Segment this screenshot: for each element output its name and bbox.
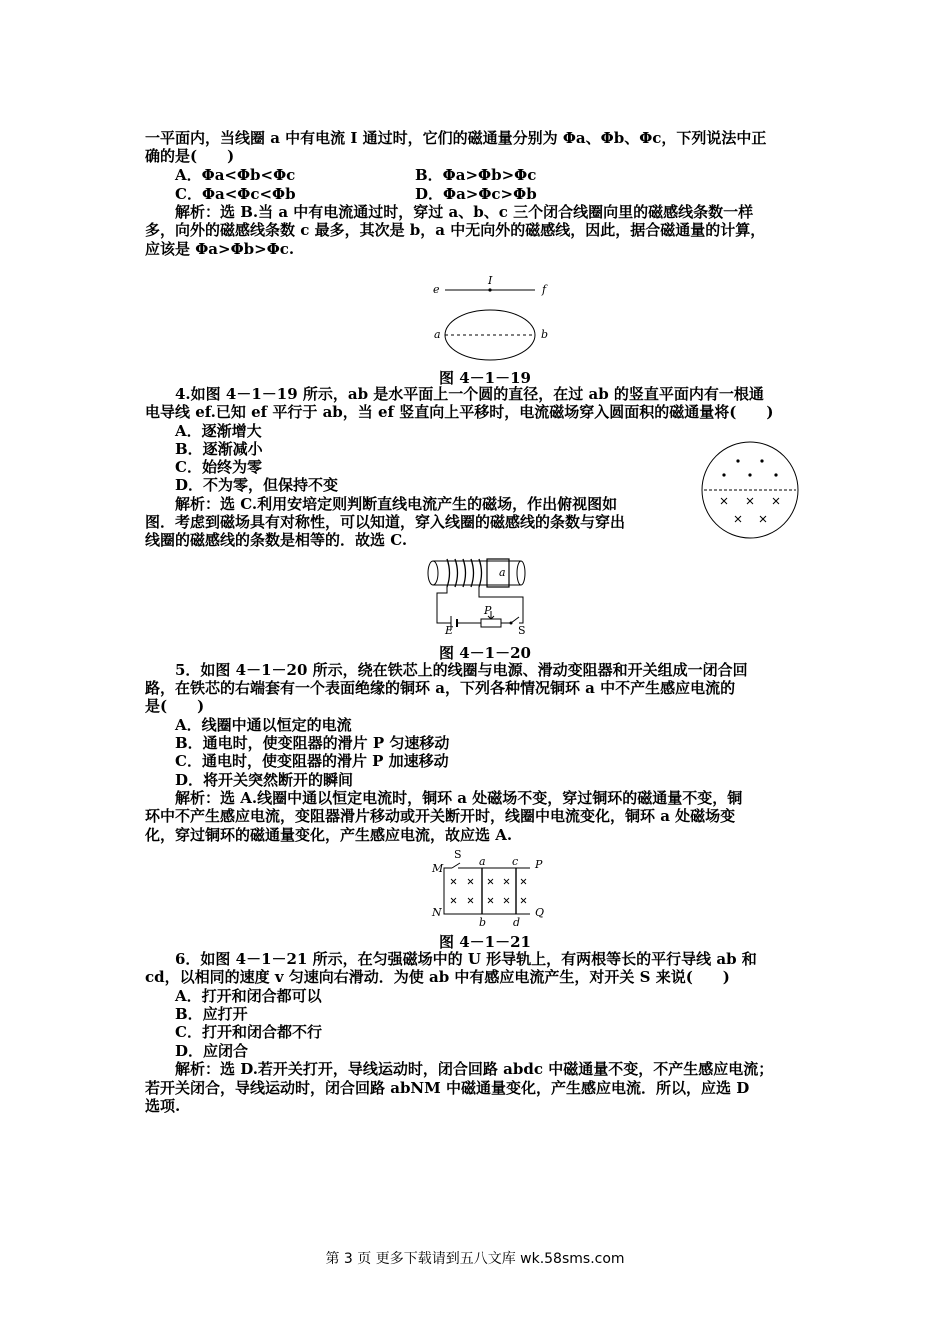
q6-stem-line-1: 6．如图 4－1－21 所示，在匀强磁场中的 U 形导轨上，有两根等长的平行导线 ab 和: [175, 950, 757, 968]
q3-analysis-line-1: 解析：选 B.当 a 中有电流通过时，穿过 a、b、c 三个闭合线圈向里的磁感线条数一样: [175, 203, 754, 221]
q4-option-b: B．逐渐减小: [175, 440, 263, 458]
q5-analysis-line-2: 环中不产生感应电流，变阻器滑片移动或开关断开时，线圈中电流变化，铜环 a 处磁场变: [145, 807, 736, 825]
fig21-label-q: Q: [535, 906, 545, 919]
cross-in-marks: [721, 498, 779, 522]
copper-ring-a: [487, 559, 509, 587]
rheostat: [481, 619, 501, 627]
fig21-label-p: P: [535, 858, 543, 871]
page-footer: 第 3 页 更多下载请到五八文库 wk.58sms.com: [325, 1251, 625, 1267]
fig19-label-f: f: [542, 283, 547, 296]
fig19-label-e: e: [433, 283, 440, 296]
q6-option-c: C．打开和闭合都不行: [175, 1023, 322, 1041]
q4-top-view-figure: [700, 440, 800, 540]
q4-option-a: A．逐渐增大: [175, 422, 262, 440]
q3-intro-line-2: 确的是( ): [145, 147, 235, 165]
figure-4-1-20: [425, 553, 535, 635]
fig21-label-b: b: [479, 916, 487, 929]
fig20-label-a: a: [499, 566, 506, 579]
q5-option-a: A．线圈中通以恒定的电流: [175, 716, 352, 734]
q4-stem-line-2: 电导线 ef.已知 ef 平行于 ab，当 ef 竖直向上平移时，电流磁场穿入圆面积的磁通量将( ): [145, 403, 774, 421]
switch-s: [511, 617, 519, 623]
q3-analysis-line-3: 应该是 Φa>Φb>Φc.: [145, 240, 295, 258]
dot-out: [736, 459, 739, 462]
fig21-label-d: d: [513, 916, 521, 929]
q6-option-a: A．打开和闭合都可以: [175, 987, 322, 1005]
fig20-label-s: S: [518, 624, 526, 637]
q3-option-a: A．Φa<Φb<Φc: [175, 166, 296, 184]
figure-4-1-19: [425, 278, 555, 368]
u-rail: [444, 868, 530, 914]
fig20-label-p: P: [484, 604, 492, 617]
figure-4-1-21: [430, 850, 550, 930]
q5-option-c: C．通电时，使变阻器的滑片 P 加速移动: [175, 752, 449, 770]
fig20-label-e: E: [445, 624, 454, 637]
dot-out: [722, 473, 725, 476]
q4-analysis-line-1: 解析：选 C.利用安培定则判断直线电流产生的磁场，作出俯视图如: [175, 495, 618, 513]
fig21-label-m: M: [432, 862, 444, 875]
q5-stem-line-1: 5．如图 4－1－20 所示，绕在铁芯上的线圈与电源、滑动变阻器和开关组成一闭合回: [175, 661, 748, 679]
q5-stem-line-2: 路，在铁芯的右端套有一个表面绝缘的铜环 a，下列各种情况铜环 a 中不产生感应电流的: [145, 679, 736, 697]
q4-analysis-line-3: 线圈的磁感线的条数是相等的．故选 C.: [145, 531, 408, 549]
fig19-label-b: b: [541, 328, 549, 341]
fig19-caption: 图 4－1－19: [439, 369, 531, 387]
dot-out: [774, 473, 777, 476]
q6-option-d: D．应闭合: [175, 1042, 249, 1060]
fig21-label-s: S: [454, 848, 462, 861]
q4-option-d: D．不为零，但保持不变: [175, 476, 339, 494]
q5-stem-line-3: 是( ): [145, 697, 205, 715]
current-marker: [488, 288, 491, 291]
fig21-label-n: N: [432, 906, 442, 919]
fig21-label-a: a: [479, 855, 486, 868]
fig19-label-i: I: [488, 274, 493, 287]
q6-option-b: B．应打开: [175, 1005, 248, 1023]
circuit-wires: [437, 587, 523, 623]
q4-stem-line-1: 4.如图 4－1－19 所示，ab 是水平面上一个圆的直径，在过 ab 的竖直平面内有一根通: [175, 385, 764, 403]
q5-option-d: D．将开关突然断开的瞬间: [175, 771, 354, 789]
q3-analysis-line-2: 多，向外的磁感线条数 c 最多，其次是 b，a 中无向外的磁感线，因此，据合磁通量的计算，: [145, 221, 766, 239]
q6-stem-line-2: cd，以相同的速度 v 匀速向右滑动．为使 ab 中有感应电流产生，对开关 S 来说( ): [145, 968, 730, 986]
q6-analysis-line-1: 解析：选 D.若开关打开，导线运动时，闭合回路 abdc 中磁通量不变，不产生感应电流；: [175, 1060, 774, 1078]
fig21-label-c: c: [512, 855, 519, 868]
dot-out: [748, 473, 751, 476]
fig21-caption: 图 4－1－21: [439, 933, 531, 951]
dot-out: [760, 459, 763, 462]
coil-windings: [447, 559, 482, 587]
q6-analysis-line-3: 选项.: [145, 1097, 181, 1115]
q5-analysis-line-1: 解析：选 A.线圈中通以恒定电流时，铜环 a 处磁场不变，穿过铜环的磁通量不变，铜: [175, 789, 743, 807]
q5-analysis-line-3: 化，穿过铜环的磁通量变化，产生感应电流，故应选 A.: [145, 826, 513, 844]
magnetic-field-crosses: [451, 879, 526, 903]
fig19-label-a: a: [434, 328, 441, 341]
iron-core: [428, 561, 525, 585]
q3-intro-line-1: 一平面内，当线圈 a 中有电流 I 通过时，它们的磁通量分别为 Φa、Φb、Φc，下列说法中正: [145, 129, 767, 147]
switch-pivot: [510, 622, 513, 625]
q3-option-b: B．Φa>Φb>Φc: [415, 166, 537, 184]
q3-option-c: C．Φa<Φc<Φb: [175, 185, 296, 203]
q5-option-b: B．通电时，使变阻器的滑片 P 匀速移动: [175, 734, 450, 752]
q3-option-d: D．Φa>Φc>Φb: [415, 185, 537, 203]
q4-option-c: C．始终为零: [175, 458, 262, 476]
q4-analysis-line-2: 图．考虑到磁场具有对称性，可以知道，穿入线圈的磁感线的条数与穿出: [145, 513, 626, 531]
q6-analysis-line-2: 若开关闭合，导线运动时，闭合回路 abNM 中磁通量变化，产生感应电流．所以，应选 D: [145, 1079, 750, 1097]
fig20-caption: 图 4－1－20: [439, 644, 531, 662]
